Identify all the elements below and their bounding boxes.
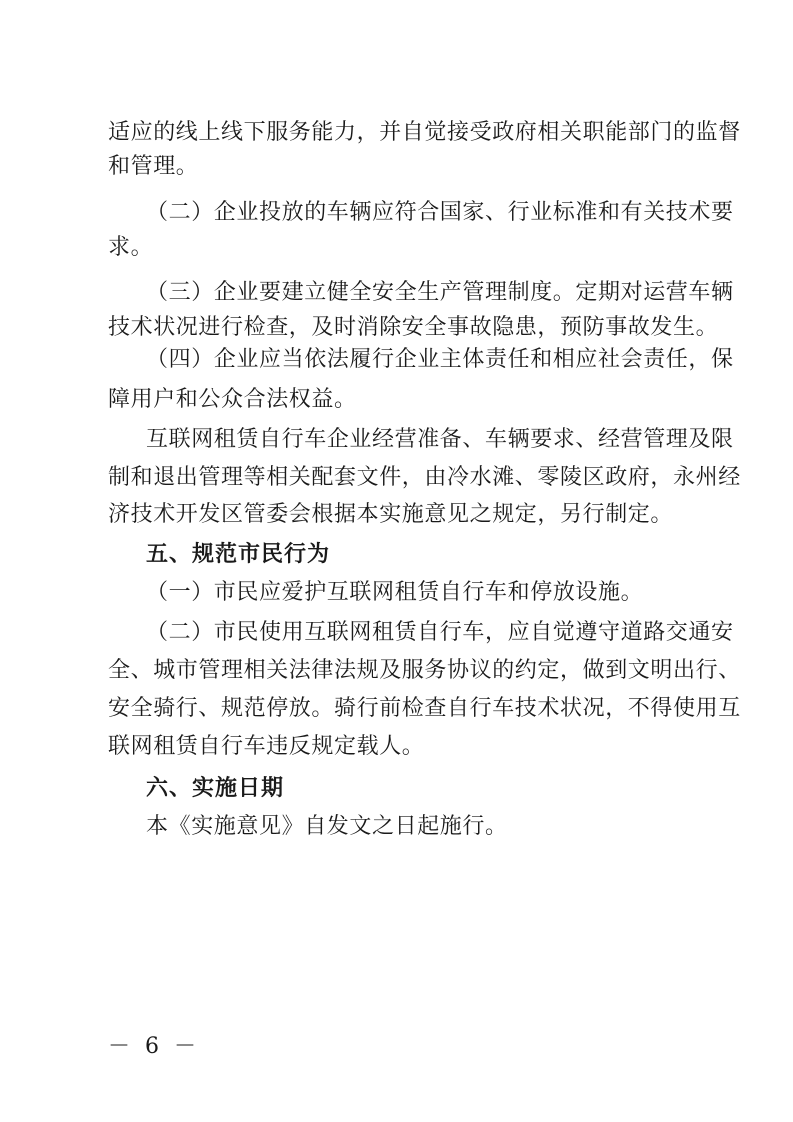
paragraph-line: （三）企业要建立健全安全生产管理制度。定期对运营车辆 (146, 280, 734, 305)
paragraph-line: 适应的线上线下服务能力，并自觉接受政府相关职能部门的监督 (108, 120, 741, 145)
paragraph-line: 制和退出管理等相关配套文件，由冷水滩、零陵区政府，永州经 (108, 465, 741, 490)
paragraph-line: 障用户和公众合法权益。 (108, 387, 357, 412)
paragraph-line: 全、城市管理相关法律法规及服务协议的约定，做到文明出行、 (108, 658, 741, 683)
section-heading: 六、实施日期 (146, 776, 285, 801)
page-number: － 6 － (108, 1034, 200, 1059)
paragraph-line: （二）市民使用互联网租赁自行车，应自觉遵守道路交通安 (146, 620, 734, 645)
paragraph-line: （四）企业应当依法履行企业主体责任和相应社会责任，保 (146, 347, 734, 372)
paragraph-line: 济技术开发区管委会根据本实施意见之规定，另行制定。 (108, 502, 674, 527)
paragraph-line: 技术状况进行检查，及时消除安全事故隐患，预防事故发生。 (108, 315, 719, 340)
paragraph-line: （二）企业投放的车辆应符合国家、行业标准和有关技术要 (146, 200, 734, 225)
paragraph-line: 求。 (108, 235, 154, 260)
paragraph-line: 互联网租赁自行车企业经营准备、车辆要求、经营管理及限 (146, 427, 734, 452)
paragraph-line: 本《实施意见》自发文之日起施行。 (146, 814, 508, 839)
paragraph-line: 安全骑行、规范停放。骑行前检查自行车技术状况，不得使用互 (108, 696, 741, 721)
paragraph-line: （一）市民应爱护互联网租赁自行车和停放设施。 (146, 580, 644, 605)
paragraph-line: 联网租赁自行车违反规定载人。 (108, 734, 425, 759)
paragraph-line: 和管理。 (108, 154, 199, 179)
section-heading: 五、规范市民行为 (146, 542, 331, 567)
